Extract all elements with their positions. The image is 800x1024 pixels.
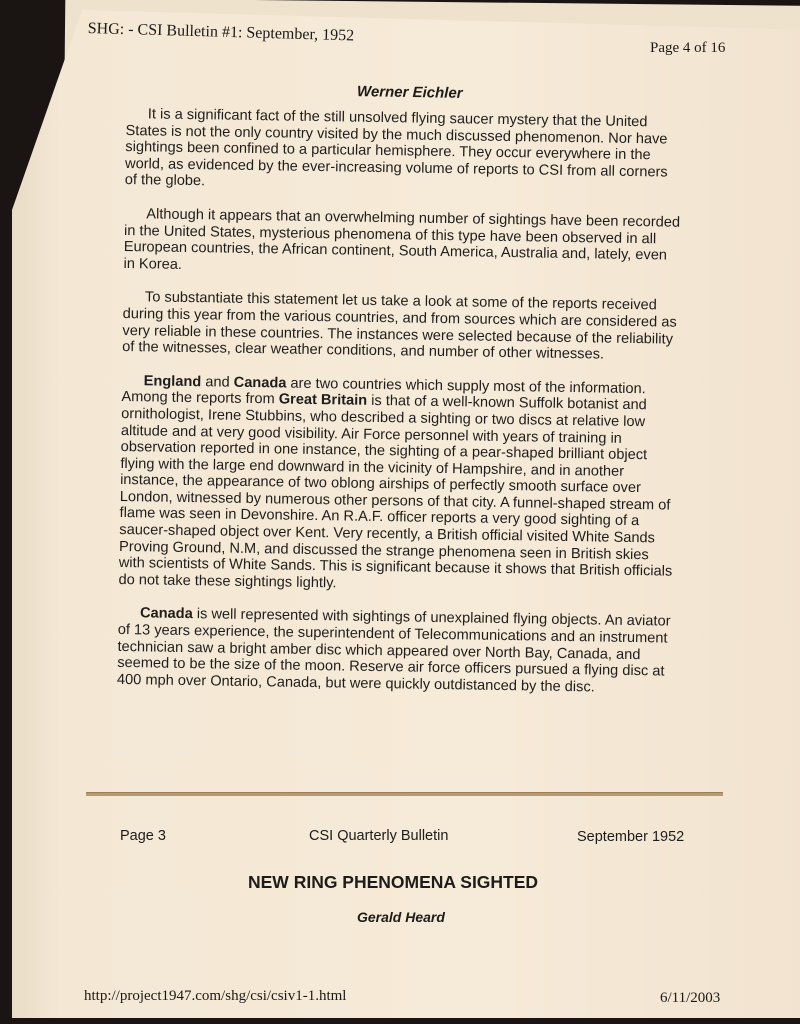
next-article-title: NEW RING PHENOMENA SIGHTED xyxy=(248,872,539,892)
paragraph-5 xyxy=(117,605,674,697)
bold-text: Great Britain xyxy=(278,391,368,410)
text: is that of a well-known Suffolk botanist and ornithologist, Irene Stubbins, who described a sighting or two discs at relative low altitude and at very good visibility. Air Force personnel with years of training in observation reported in one instance, the sighting of a pear-shaped brilliant object flying with the large end downward in the vicinity of Hampshire, and in another instance, the appearance of two oblong airships of perfectly smooth surface over London, witnessed by numerous other persons of that city. A funnel-shaped stream of flame was seen in Devonshire. An R.A.F. officer reports a very good sighting of a saucer-shaped object over Kent. Very recently, a British official visited White Sands Proving Ground, N.M, and discussed the strange phenomena seen in British skies with scientists of White Sands. This is significant because it shows that British officials do not take these sightings lightly. xyxy=(118,393,673,592)
print-header-title: SHG: - CSI Bulletin #1: September, 1952 xyxy=(87,20,355,45)
footer-date: September 1952 xyxy=(577,829,685,845)
footer-publication: CSI Quarterly Bulletin xyxy=(309,828,449,844)
paragraph-3: To substantiate this statement let us take a look at some of the reports received during this year from the various countries, and from sources which are considered as very reliable in these countries. The instances were selected because of the reliability of the witnesses, clear weather conditions, and number of other witnesses. xyxy=(122,289,677,363)
paragraph-2: Although it appears that an overwhelming number of sightings have been recorded in the United States, mysterious phenomena of this type have been observed in all European countries, the African continent, South America, Australia and, lately, even in Korea. xyxy=(123,206,681,273)
text: and xyxy=(201,373,234,391)
print-footer-url: http://project1947.com/shg/csi/csiv1-1.html xyxy=(84,988,347,1004)
text: is well represented with sightings of unexplained flying objects. An aviator of 13 years experience, the superintendent of Telecommunications and an instrument technician saw a bright amber disc which appeared over North Bay, Canada, and seemed to be the size of the moon. Reserve air force officers pursued a flying disc at 400 mph over Ontario, Canada, but were quickly outdistanced by the disc. xyxy=(116,606,671,696)
text: are two countries which supply most of the information. Among the reports from xyxy=(121,375,646,408)
print-footer-date: 6/11/2003 xyxy=(660,990,721,1006)
bold-text: Canada xyxy=(233,374,287,392)
print-header-page: Page 4 of 16 xyxy=(650,40,726,56)
paragraph-4 xyxy=(118,373,677,597)
article-body xyxy=(117,106,682,714)
bold-text: Canada xyxy=(139,605,193,623)
article-author: Werner Eichler xyxy=(356,83,463,102)
footer-page-number: Page 3 xyxy=(120,828,166,844)
next-article-author: Gerald Heard xyxy=(357,909,445,925)
paragraph-1: It is a significant fact of the still unsolved flying saucer mystery that the United States is not the only country visited by the much discussed phenomenon. Nor have sightings been confined to a particular hemisphere. They occur everywhere in the world, as evidenced by the ever-increasing volume of reports to CSI from all corners of the globe. xyxy=(124,106,668,190)
bold-text: England xyxy=(143,373,202,390)
horizontal-rule xyxy=(86,792,723,796)
